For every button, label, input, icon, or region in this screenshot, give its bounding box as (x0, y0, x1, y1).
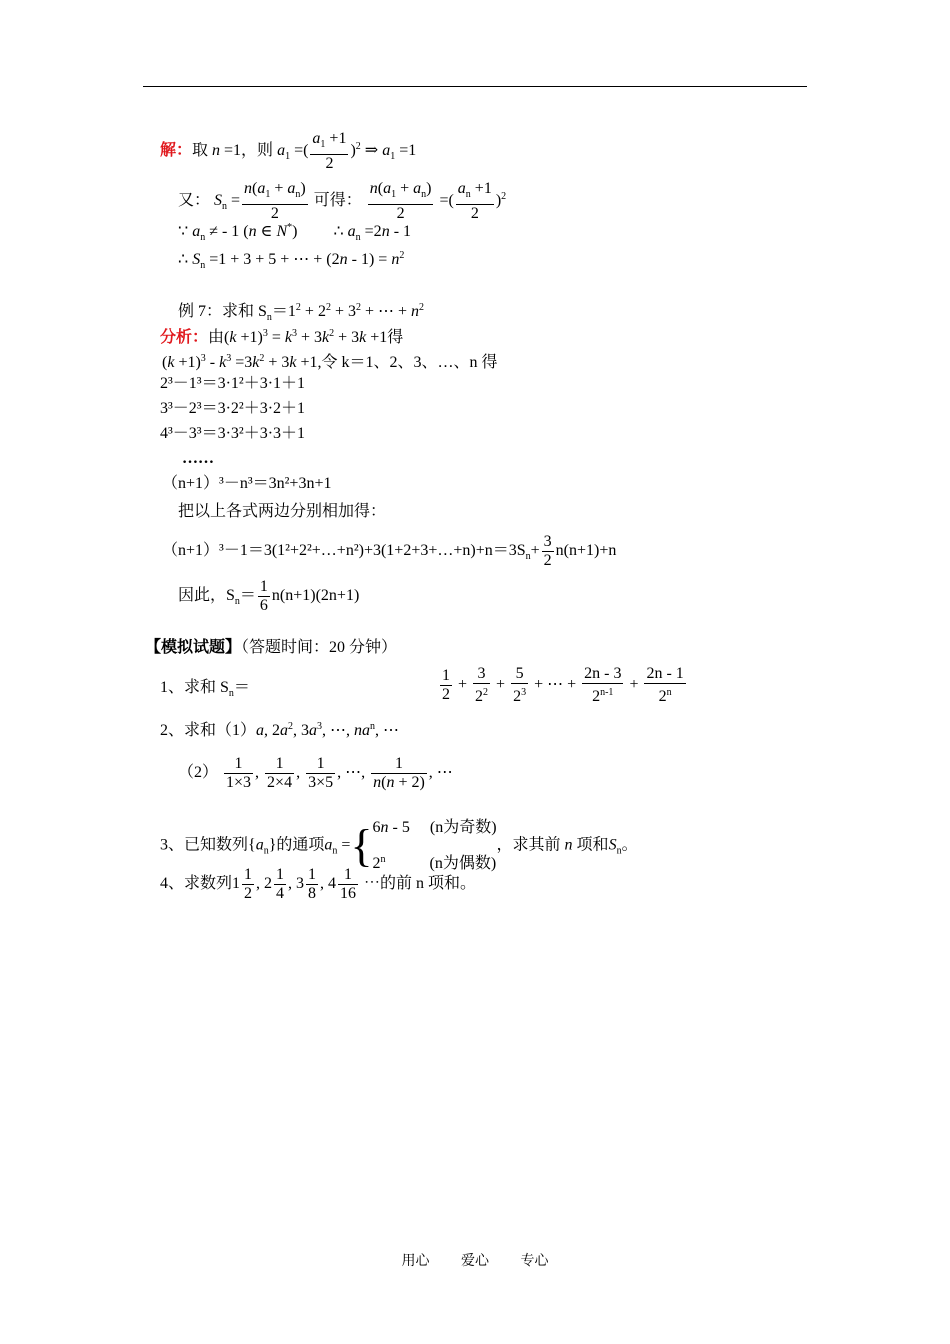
q2b-label: （2） (178, 764, 219, 782)
example-7-title: 例 7：求和 $S_n=1^2 + 2^2 + 3^2$ + ⋯ + $n^2$ (178, 302, 425, 323)
solution-line-1: 解：取 n =1，则 $a_1$ =( $\frac{a_1 +1}{2}$ )$^2$ ⇒ $a_1 =1$ (160, 130, 417, 172)
q4-label: 4、求数列 (160, 875, 233, 893)
q3-label: 3、已知数列 (160, 836, 249, 854)
sum-result-left: （n+1）³－1＝3(1²+2²+…+n²)+3(1+2+3+…+n)+n＝3S (162, 542, 526, 560)
example-label: 例 7：求和 S (178, 303, 267, 320)
footer-item-3: 专心 (520, 1254, 549, 1269)
solution-again: 又： (178, 192, 211, 210)
solution-text: 取 (192, 142, 209, 160)
sum-result: $(n+1)^3-1=3(1^2+2^2+\dots+n^2)+3(1+2+3+\dots+n)+n=3S_n+$ $\frac{3}{2}$ n(n+1)+n (162, 533, 617, 569)
test-time: （答题时间：20 分钟） (241, 639, 398, 656)
sum-result-right: n(n+1)+n (555, 542, 617, 560)
q3-period: 。 (621, 836, 638, 854)
expansion-row-n: （n+1）³－n³＝3n²+3n+1 (162, 475, 332, 492)
solution-line-3: ∵ $a_n$ ≠ - 1 (n ∈ N*) ∴ $a_n =2n - 1$ (178, 222, 412, 243)
solution-line-2: 又： $S_n$ = $\frac{n(a_1 + a_n)}{2}$ 可得： $\frac{n(a_1 + a_n)}{2}$ =( $\frac{a_n +1}{2}$ )$^2$ (178, 180, 507, 222)
solution-obtain: 可得： (313, 192, 362, 210)
sum-instruction: 把以上各式两边分别相加得： (178, 503, 387, 520)
conclusion-formula: n(n+1)(2n+1) (271, 587, 360, 605)
question-1: 1、求和 $S_n=$ (160, 679, 250, 699)
question-3: 3、已知数列$\{a_n\}$的通项$a_n$ ={ 6n - 5 (n为奇数) 2$^n$ (n为偶数) ，求其前 n 项和$S_n$。 (160, 819, 638, 872)
analysis-line-k: $(k +1)^3 - k^3 =3k^2 + 3k +1$,令 k＝1、2、3、…、n 得 (162, 353, 498, 371)
question-2b: （2） $\frac{1}{1\times 3}$ , $\frac{1}{2\times 4}$ , $\frac{1}{3\times 5}$ , ⋯, $\frac{1}{n(n + 2)}$ , ⋯ (178, 755, 453, 791)
solution-label: 解： (160, 142, 193, 160)
expansion-row-2: 3³－2³＝3·2²＋3·2＋1 (160, 400, 306, 417)
analysis-line: 分析：由$(k +1)^3 = k^3 + 3k^2 + 3k +1$得 (160, 328, 404, 346)
expansion-row-1: 2³－1³＝3·1²＋3·1＋1 (160, 375, 306, 392)
q3-term: 的通项 (276, 836, 325, 854)
question-1-series: $\frac{1}{2}$ + $\frac{3}{2^2}$ + $\frac{5}{2^3}$ + ⋯ + $\frac{2n - 3}{2^{n-1}}$ + $\frac{2n - 1}{2^n}$ (442, 665, 684, 705)
q3-sum-label: 项和 (576, 836, 609, 854)
q3-ask: ，求其前 (496, 836, 561, 854)
test-heading: 【模拟试题】 (145, 639, 242, 656)
question-4: 4、求数列1 $\frac{1}{2}$ , 2 $\frac{1}{4}$ , 3 $\frac{1}{8}$ , 4 $\frac{1}{16}$ ⋯的前 n 项和。 (160, 866, 477, 902)
test-heading-line (145, 638, 397, 658)
solution-line-4: ∴ $S_n =1 + 3 + 5$ + ⋯ + $(2n - 1) = n^2$ (178, 250, 405, 271)
case-even: (n为偶数) (429, 855, 497, 872)
footer-item-1: 用心 (401, 1254, 430, 1269)
question-2: 2、求和（1）a, $2a^2$, $3a^3$, ⋯, $na^n$, ⋯ (160, 721, 400, 739)
q1-label: 1、求和 S (160, 679, 229, 696)
page-footer (0, 1250, 950, 1270)
header-rule (143, 86, 807, 87)
analysis-from: 由 (208, 329, 225, 346)
let-k-text: ,令 k＝1、2、3、…、n 得 (317, 354, 498, 371)
case-odd: (n为奇数) (429, 819, 497, 836)
q2-label: 2、求和（1） (160, 722, 257, 739)
conclusion: 因此，$S_n=$ $\frac{1}{6}$ n(n+1)(2n+1) (178, 578, 360, 614)
ellipsis-row: …… (182, 450, 214, 467)
conclusion-label: 因此，S (178, 587, 235, 605)
footer-item-2: 爱心 (461, 1254, 489, 1269)
q4-tail: 的前 n 项和。 (380, 875, 477, 893)
analysis-get: 得 (387, 329, 404, 346)
expansion-row-3: 4³－3³＝3·3²＋3·3＋1 (160, 425, 306, 442)
analysis-label: 分析： (160, 329, 209, 346)
